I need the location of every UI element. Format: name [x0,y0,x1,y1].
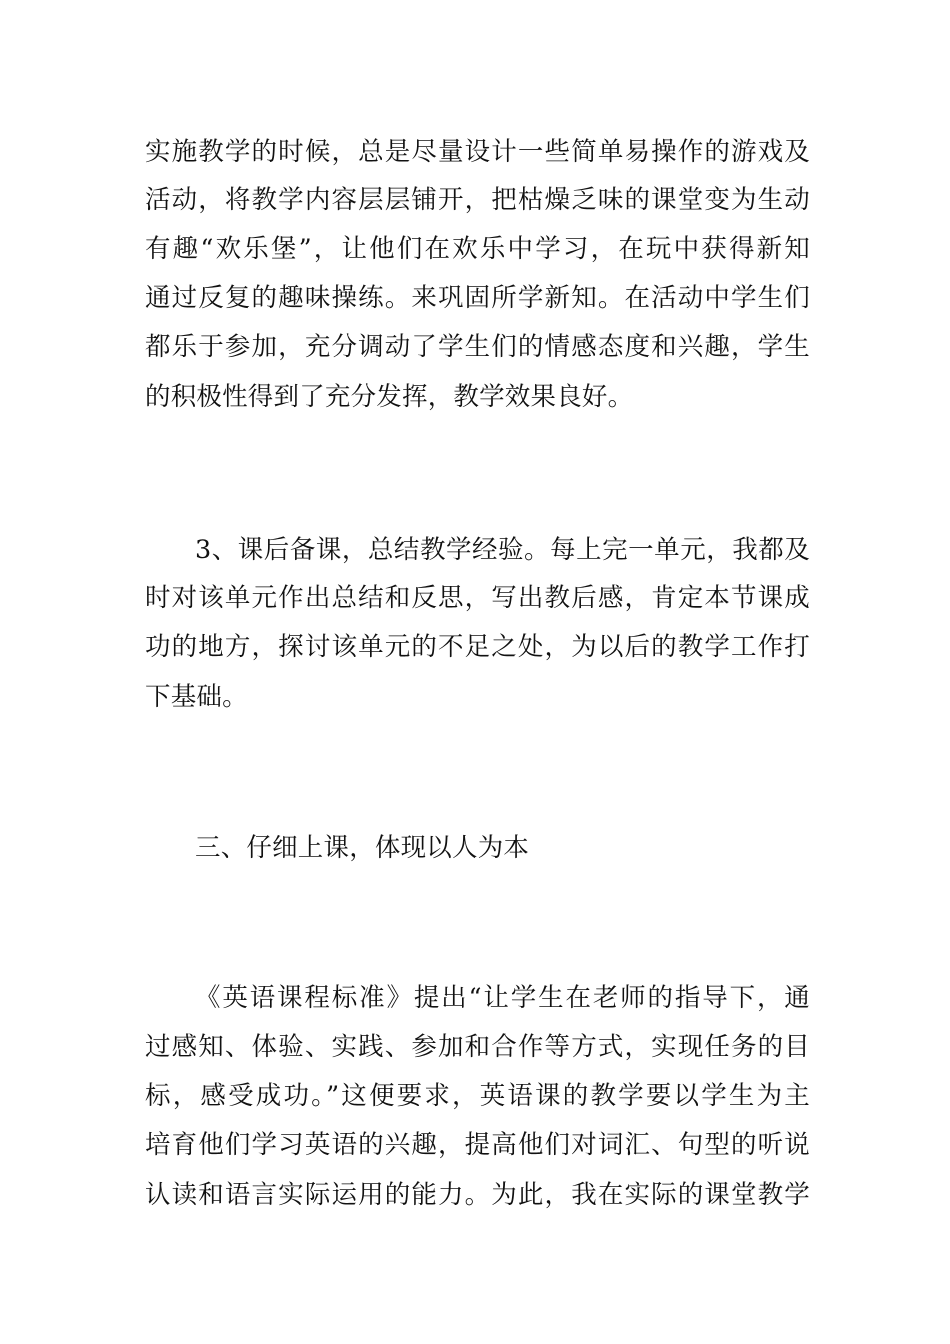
paragraph-4-line: 《英语课程标准》提出“让学生在老师的指导下，通 [195,983,810,1013]
paragraph-2-line: 时对该单元作出总结和反思，写出教后感，肯定本节课成 [145,583,810,613]
section-heading: 三、仔细上课，体现以人为本 [195,833,530,863]
paragraph-1-line: 实施教学的时候，总是尽量设计一些简单易操作的游戏及 [145,137,810,167]
paragraph-4-line: 培育他们学习英语的兴趣，提高他们对词汇、句型的听说 [145,1130,810,1160]
paragraph-4-line: 认读和语言实际运用的能力。为此，我在实际的课堂教学 [145,1180,810,1210]
paragraph-1-line: 有趣“欢乐堡”，让他们在欢乐中学习，在玩中获得新知 [145,234,810,264]
paragraph-2-line: 下基础。 [145,682,248,712]
paragraph-1-line: 通过反复的趣味操练。来巩固所学新知。在活动中学生们 [145,283,810,313]
paragraph-1-line: 的积极性得到了充分发挥，教学效果良好。 [145,382,634,412]
paragraph-2-line: 3、课后备课，总结教学经验。每上完一单元，我都及 [195,535,810,565]
paragraph-4-line: 过感知、体验、实践、参加和合作等方式，实现任务的目 [145,1032,810,1062]
paragraph-4-line: 标，感受成功。”这便要求，英语课的教学要以学生为主 [145,1081,810,1111]
paragraph-1-line: 都乐于参加，充分调动了学生们的情感态度和兴趣，学生 [145,332,810,362]
paragraph-2-line: 功的地方，探讨该单元的不足之处，为以后的教学工作打 [145,632,810,662]
paragraph-1-line: 活动，将教学内容层层铺开，把枯燥乏味的课堂变为生动 [145,185,810,215]
